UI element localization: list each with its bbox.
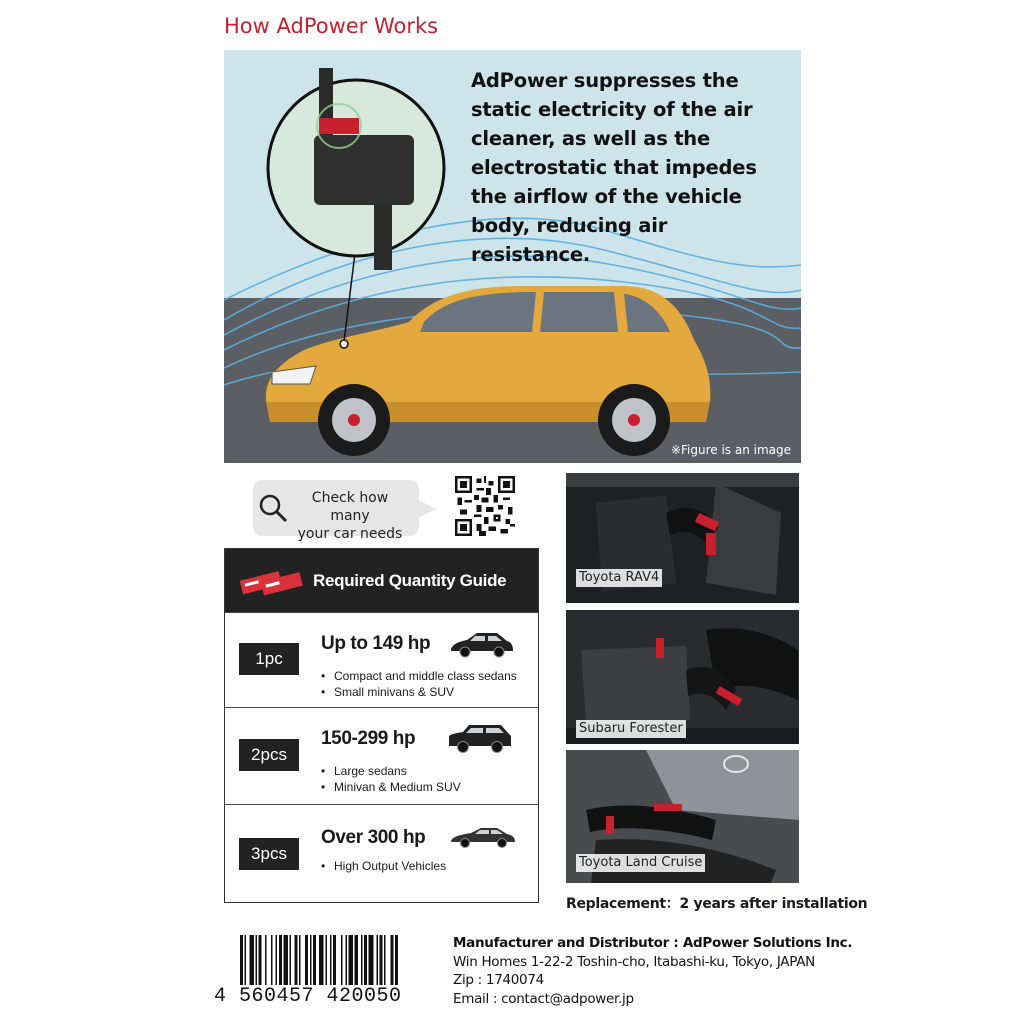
- hatchback-car-icon: [449, 629, 515, 659]
- check-line-2: your car needs: [297, 526, 403, 542]
- engine-photo-forester: [566, 610, 799, 744]
- bullet-item: • Compact and middle class sedans: [321, 668, 517, 684]
- car-body: [266, 286, 711, 456]
- photo-label: Toyota Land Cruise: [576, 854, 705, 872]
- row-bullets: [321, 858, 446, 874]
- maker-line-1: Manufacturer and Distributor : AdPower Solutions Inc.: [453, 935, 853, 951]
- magnifier-icon: [258, 493, 288, 523]
- row-bullets: [321, 668, 517, 700]
- bullet-item: • Large sedans: [321, 763, 461, 779]
- check-line-1: Check how many: [311, 490, 389, 524]
- engine-photo-landcruiser: [566, 750, 799, 883]
- qty-badge: 1pc: [239, 643, 299, 675]
- page-title: How AdPower Works: [224, 14, 439, 38]
- barcode-number: 4 560457 420050: [214, 985, 402, 1008]
- photo-label: Subaru Forester: [576, 720, 686, 738]
- qty-badge: 3pcs: [239, 838, 299, 870]
- replacement-note: Replacement：2 years after installation: [566, 896, 868, 912]
- qr-code[interactable]: [455, 476, 515, 536]
- check-text: [290, 489, 410, 543]
- qty-badge: 2pcs: [239, 739, 299, 771]
- adpower-sticker-icon: [239, 563, 305, 601]
- bullet-item: • Small minivans & SUV: [321, 684, 517, 700]
- hero-illustration: [224, 50, 801, 463]
- photo-label: Toyota RAV4: [576, 569, 662, 587]
- suv-car-icon: [447, 722, 513, 754]
- hero-description: AdPower suppresses the static electricity of the air cleaner, as well as the electrostatic that impedes the airflow of the vehicle body, reducing air resistance.: [471, 69, 757, 266]
- maker-line-2: Win Homes 1-22-2 Toshin-cho, Itabashi-ku, Tokyo, JAPAN: [453, 953, 815, 970]
- figure-note: ※Figure is an image: [670, 443, 791, 457]
- bullet-item: • Minivan & Medium SUV: [321, 779, 461, 795]
- guide-header: [225, 549, 538, 612]
- quantity-guide: [224, 548, 539, 903]
- maker-line-4: Email : contact@adpower.jp: [453, 990, 634, 1007]
- engine-photo-rav4: [566, 473, 799, 603]
- guide-row-2: [225, 707, 538, 804]
- sports-car-icon: [449, 825, 517, 849]
- hp-range: Over 300 hp: [321, 827, 426, 848]
- row-bullets: [321, 763, 461, 795]
- hp-range: 150-299 hp: [321, 728, 416, 749]
- bullet-item: • High Output Vehicles: [321, 858, 446, 874]
- bubble-tail: [416, 499, 436, 519]
- manufacturer-info: [453, 934, 852, 1008]
- guide-title: Required Quantity Guide: [313, 571, 507, 590]
- guide-row-3: [225, 804, 538, 903]
- hp-range: Up to 149 hp: [321, 633, 431, 654]
- maker-line-3: Zip : 1740074: [453, 972, 544, 988]
- guide-row-1: [225, 612, 538, 707]
